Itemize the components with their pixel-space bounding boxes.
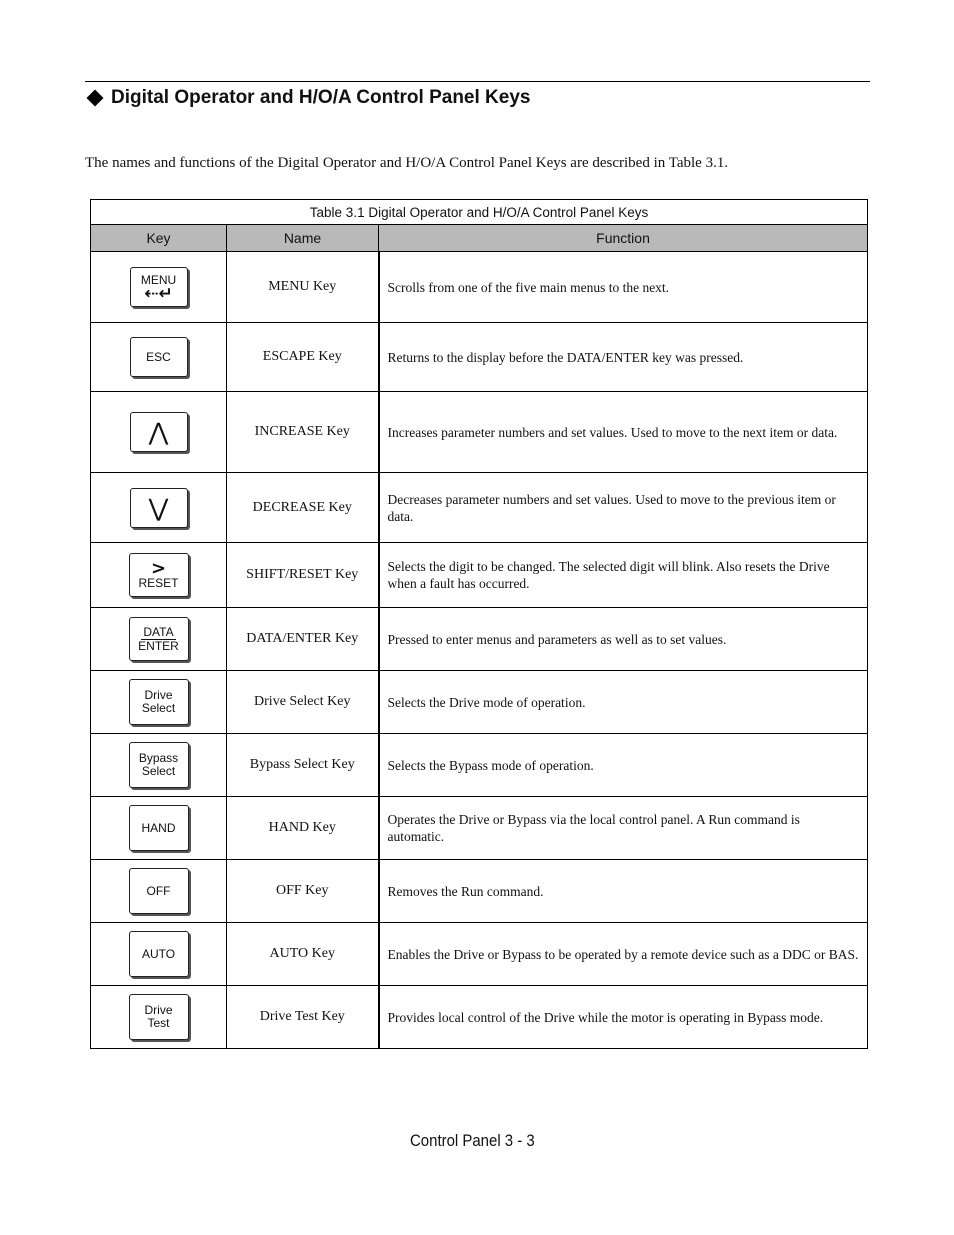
off-key-icon xyxy=(129,868,189,914)
key-function: Selects the digit to be changed. The selected digit will blink. Also resets the Drive when a fault has occurred. xyxy=(379,543,868,608)
key-label: Bypass xyxy=(138,751,179,765)
key-name: Bypass Select Key xyxy=(227,734,379,797)
key-function: Scrolls from one of the five main menus to the next. xyxy=(379,252,868,323)
key-name: MENU Key xyxy=(227,252,379,323)
key-name: SHIFT/RESET Key xyxy=(227,543,379,608)
hand-key-icon xyxy=(129,805,189,851)
menu-key-icon xyxy=(130,267,188,307)
down-arrow-icon: ⋁ xyxy=(148,493,169,522)
key-label: MENU xyxy=(140,272,177,287)
intro-paragraph: The names and functions of the Digital Operator and H/O/A Control Panel Keys are described in Table 3.1. xyxy=(85,155,729,171)
shift-arrow-icon: > xyxy=(150,557,167,579)
key-function: Enables the Drive or Bypass to be operated by a remote device such as a DDC or BAS. xyxy=(379,923,868,986)
key-label: Test xyxy=(147,1016,170,1030)
key-label: OFF xyxy=(146,883,171,898)
table-row xyxy=(91,986,868,1049)
up-arrow-icon: ⋀ xyxy=(148,418,169,446)
drive-test-key-icon xyxy=(129,994,189,1040)
key-function: Provides local control of the Drive while the motor is operating in Bypass mode. xyxy=(379,986,868,1049)
column-header-key: Key xyxy=(91,225,227,252)
auto-key-icon xyxy=(129,931,189,977)
increase-key-icon xyxy=(130,412,188,452)
key-label: Select xyxy=(141,701,176,715)
top-rule xyxy=(85,81,870,82)
section-heading xyxy=(86,85,530,111)
table-caption: Table 3.1 Digital Operator and H/O/A Control Panel Keys xyxy=(91,200,868,225)
key-name: DATA/ENTER Key xyxy=(227,608,379,671)
table-row xyxy=(91,860,868,923)
key-label: HAND xyxy=(141,820,176,835)
key-label: Select xyxy=(141,764,176,778)
key-label: DATA xyxy=(143,624,174,639)
table-row xyxy=(91,608,868,671)
key-label: ENTER xyxy=(138,638,179,653)
key-label: Drive xyxy=(144,688,173,702)
table-row xyxy=(91,323,868,392)
bypass-select-key-icon xyxy=(129,742,189,788)
key-function: Pressed to enter menus and parameters as well as to set values. xyxy=(379,608,868,671)
key-name: ESCAPE Key xyxy=(227,323,379,392)
key-name: INCREASE Key xyxy=(227,392,379,473)
shift-reset-key-icon xyxy=(129,553,189,597)
key-name: AUTO Key xyxy=(227,923,379,986)
key-function: Operates the Drive or Bypass via the local control panel. A Run command is automatic. xyxy=(379,797,868,860)
key-name: Drive Test Key xyxy=(227,986,379,1049)
key-function: Selects the Bypass mode of operation. xyxy=(379,734,868,797)
key-label: Drive xyxy=(144,1003,173,1017)
column-header-name: Name xyxy=(227,225,379,252)
key-name: OFF Key xyxy=(227,860,379,923)
table-row xyxy=(91,797,868,860)
key-name: DECREASE Key xyxy=(227,473,379,543)
key-label: AUTO xyxy=(141,946,176,961)
key-function: Increases parameter numbers and set values. Used to move to the next item or data. xyxy=(379,392,868,473)
column-header-function: Function xyxy=(379,225,868,252)
table-row xyxy=(91,252,868,323)
table-row xyxy=(91,392,868,473)
table-row xyxy=(91,543,868,608)
diamond-bullet-icon xyxy=(87,90,104,107)
menu-return-arrow-icon: ⇠↵ xyxy=(144,283,173,304)
key-function: Selects the Drive mode of operation. xyxy=(379,671,868,734)
data-enter-key-icon xyxy=(129,617,189,661)
key-name: Drive Select Key xyxy=(227,671,379,734)
keys-table xyxy=(90,199,868,1049)
key-function: Returns to the display before the DATA/ENTER key was pressed. xyxy=(379,323,868,392)
table-row xyxy=(91,734,868,797)
table-row xyxy=(91,923,868,986)
key-name: HAND Key xyxy=(227,797,379,860)
key-function: Removes the Run command. xyxy=(379,860,868,923)
key-function: Decreases parameter numbers and set values. Used to move to the previous item or data. xyxy=(379,473,868,543)
escape-key-icon xyxy=(130,337,188,377)
table-row xyxy=(91,473,868,543)
key-label: RESET xyxy=(138,575,179,590)
section-title: Digital Operator and H/O/A Control Panel Keys xyxy=(111,87,531,108)
key-label: ESC xyxy=(146,349,171,364)
table-row xyxy=(91,671,868,734)
decrease-key-icon xyxy=(130,488,188,528)
page-footer: Control Panel 3 - 3 xyxy=(410,1131,535,1150)
drive-select-key-icon xyxy=(129,679,189,725)
